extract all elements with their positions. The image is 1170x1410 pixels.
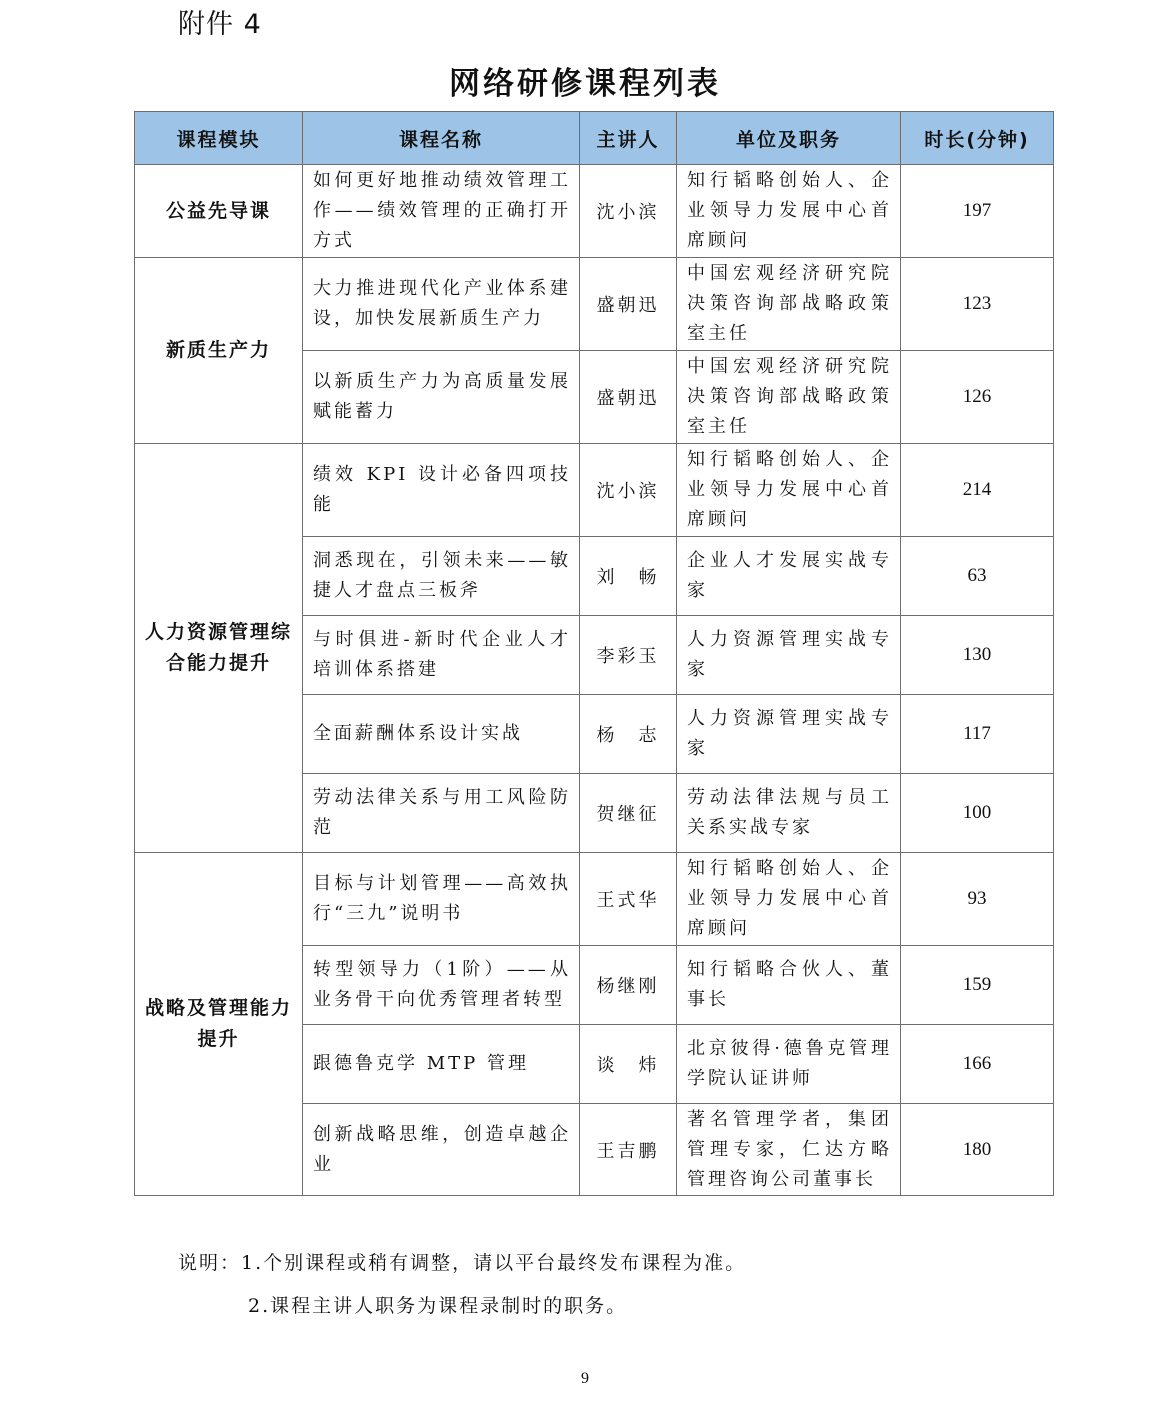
- course-name-cell: 全面薪酬体系设计实战: [303, 695, 580, 774]
- position-cell: 中国宏观经济研究院决策咨询部战略政策室主任: [677, 258, 901, 351]
- table-row: [135, 444, 1054, 537]
- duration-cell: 197: [901, 165, 1054, 258]
- course-name-cell: 大力推进现代化产业体系建设，加快发展新质生产力: [303, 258, 580, 351]
- course-name-cell: 绩效 KPI 设计必备四项技能: [303, 444, 580, 537]
- duration-cell: 159: [901, 946, 1054, 1025]
- duration-cell: 123: [901, 258, 1054, 351]
- duration-cell: 166: [901, 1025, 1054, 1104]
- course-name-cell: 转型领导力（1阶）——从业务骨干向优秀管理者转型: [303, 946, 580, 1025]
- module-cell: 战略及管理能力提升: [135, 853, 303, 1196]
- notes: [178, 1242, 746, 1328]
- page-number: 9: [581, 1370, 589, 1387]
- duration-cell: 100: [901, 774, 1054, 853]
- speaker-cell: 王吉鹏: [580, 1104, 677, 1196]
- speaker-cell: 盛朝迅: [580, 258, 677, 351]
- position-cell: 著名管理学者，集团管理专家，仁达方略管理咨询公司董事长: [677, 1104, 901, 1196]
- speaker-cell: 李彩玉: [580, 616, 677, 695]
- table-header-row: [135, 112, 1054, 165]
- table-row: [135, 258, 1054, 351]
- table-row: [135, 853, 1054, 946]
- table-row: [135, 165, 1054, 258]
- speaker-cell: 沈小滨: [580, 165, 677, 258]
- speaker-cell: 沈小滨: [580, 444, 677, 537]
- course-name-cell: 以新质生产力为高质量发展赋能蓄力: [303, 351, 580, 444]
- document-title: 网络研修课程列表: [449, 66, 721, 102]
- course-name-cell: 洞悉现在，引领未来——敏捷人才盘点三板斧: [303, 537, 580, 616]
- duration-cell: 214: [901, 444, 1054, 537]
- course-name-cell: 与时俱进-新时代企业人才培训体系搭建: [303, 616, 580, 695]
- attachment-label: 附件 4: [178, 9, 262, 40]
- course-name-cell: 创新战略思维，创造卓越企业: [303, 1104, 580, 1196]
- speaker-cell: 谈 炜: [580, 1025, 677, 1104]
- module-cell: 公益先导课: [135, 165, 303, 258]
- course-name-cell: 如何更好地推动绩效管理工作——绩效管理的正确打开方式: [303, 165, 580, 258]
- note-line-1: 说明：1.个别课程或稍有调整，请以平台最终发布课程为准。: [178, 1252, 747, 1274]
- module-cell: 人力资源管理综合能力提升: [135, 444, 303, 853]
- header-speaker: 主讲人: [580, 112, 677, 165]
- course-table: [134, 111, 1054, 1196]
- speaker-cell: 贺继征: [580, 774, 677, 853]
- position-cell: 知行韬略创始人、企业领导力发展中心首席顾问: [677, 853, 901, 946]
- header-position: 单位及职务: [677, 112, 901, 165]
- module-cell: 新质生产力: [135, 258, 303, 444]
- speaker-cell: 王式华: [580, 853, 677, 946]
- header-duration: 时长(分钟): [901, 112, 1054, 165]
- speaker-cell: 杨继刚: [580, 946, 677, 1025]
- note-line-2: 2.课程主讲人职务为课程录制时的职务。: [248, 1295, 628, 1317]
- course-name-cell: 劳动法律关系与用工风险防范: [303, 774, 580, 853]
- header-course-name: 课程名称: [303, 112, 580, 165]
- course-name-cell: 目标与计划管理——高效执行“三九”说明书: [303, 853, 580, 946]
- duration-cell: 63: [901, 537, 1054, 616]
- position-cell: 中国宏观经济研究院决策咨询部战略政策室主任: [677, 351, 901, 444]
- duration-cell: 130: [901, 616, 1054, 695]
- position-cell: 企业人才发展实战专家: [677, 537, 901, 616]
- header-module: 课程模块: [135, 112, 303, 165]
- speaker-cell: 杨 志: [580, 695, 677, 774]
- speaker-cell: 刘 畅: [580, 537, 677, 616]
- speaker-cell: 盛朝迅: [580, 351, 677, 444]
- position-cell: 劳动法律法规与员工关系实战专家: [677, 774, 901, 853]
- duration-cell: 126: [901, 351, 1054, 444]
- position-cell: 知行韬略创始人、企业领导力发展中心首席顾问: [677, 165, 901, 258]
- duration-cell: 93: [901, 853, 1054, 946]
- duration-cell: 117: [901, 695, 1054, 774]
- position-cell: 知行韬略合伙人、董事长: [677, 946, 901, 1025]
- position-cell: 人力资源管理实战专家: [677, 695, 901, 774]
- position-cell: 知行韬略创始人、企业领导力发展中心首席顾问: [677, 444, 901, 537]
- position-cell: 人力资源管理实战专家: [677, 616, 901, 695]
- duration-cell: 180: [901, 1104, 1054, 1196]
- position-cell: 北京彼得·德鲁克管理学院认证讲师: [677, 1025, 901, 1104]
- course-name-cell: 跟德鲁克学 MTP 管理: [303, 1025, 580, 1104]
